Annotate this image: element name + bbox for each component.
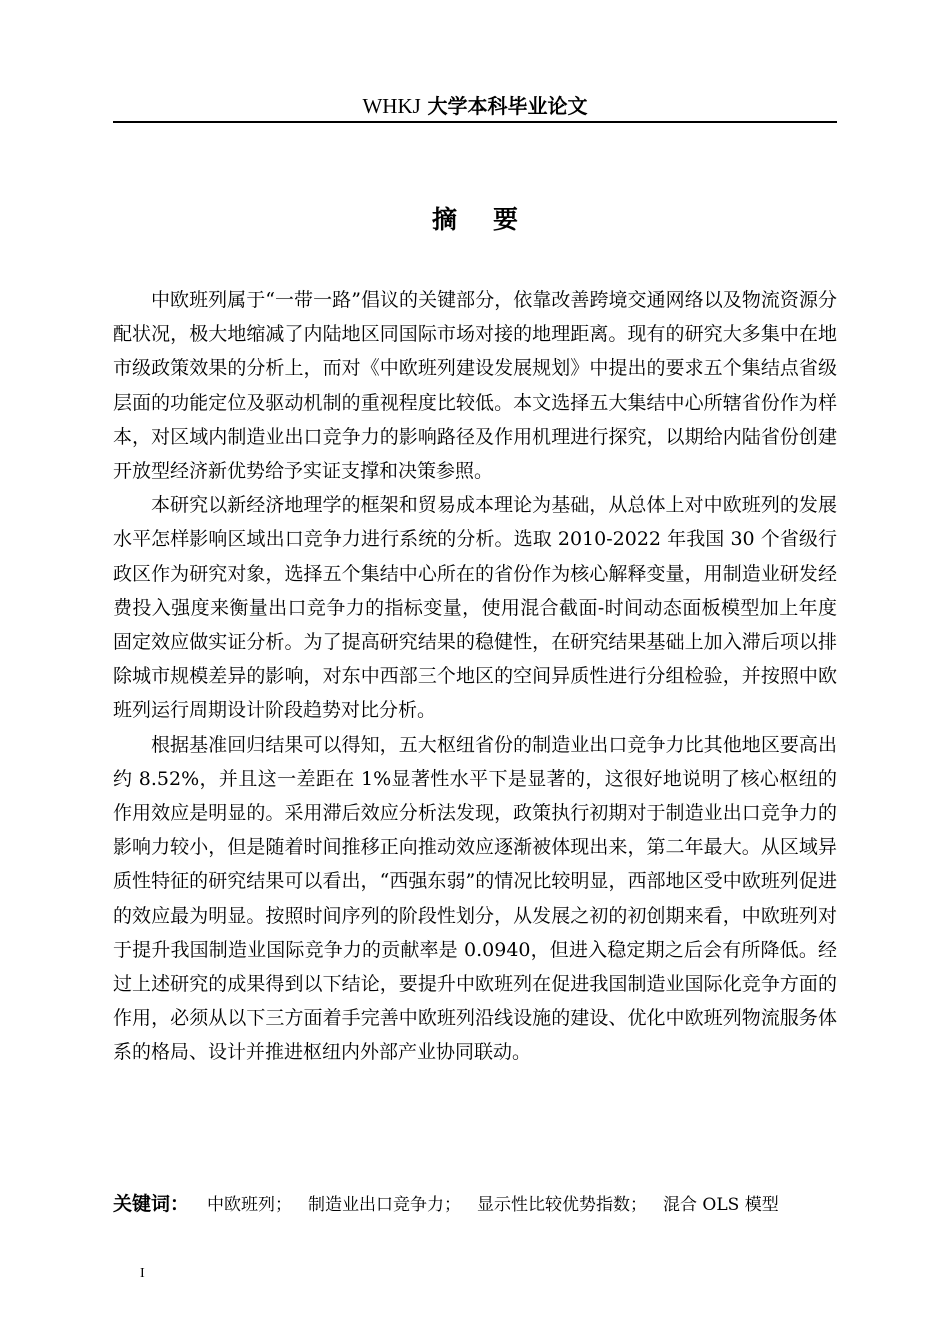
header-school-name: WHKJ — [362, 94, 421, 118]
page-header — [113, 92, 837, 120]
keyword-item: 中欧班列； — [207, 1195, 293, 1215]
abstract-paragraph-3: 根据基准回归结果可以得知，五大枢纽省份的制造业出口竞争力比其他地区要高出约 8.52%，并且这一差距在 1%显著性水平下是显著的，这很好地说明了核心枢纽的作用效应是明显的。采用滞后效应分析法发现，政策执行初期对于制造业出口竞争力的影响力较小，但是随着时间推移正向推动效应逐渐被体现出来，第二年最大。从区域异质性特征的研究结果可以看出，“西强东弱”的情况比较明显，西部地区受中欧班列促进的效应最为明显。按照时间序列的阶段性划分，从发展之初的初创期来看，中欧班列对于提升我国制造业国际竞争力的贡献率是 0.0940，但进入稳定期之后会有所降低。经过上述研究的成果得到以下结论，要提升中欧班列在促进我国制造业国际化竞争方面的作用，必须从以下三方面着手完善中欧班列沿线设施的建设、优化中欧班列物流服务体系的格局、设计并推进枢纽内外部产业协同联动。 — [113, 733, 837, 1064]
abstract-body — [113, 283, 837, 1070]
keyword-item: 显示性比较优势指数； — [477, 1195, 648, 1215]
keywords-line — [113, 1188, 853, 1221]
abstract-heading: 摘要 — [431, 205, 554, 234]
keyword-item: 制造业出口竞争力； — [308, 1195, 462, 1215]
abstract-paragraph-2: 本研究以新经济地理学的框架和贸易成本理论为基础，从总体上对中欧班列的发展水平怎样影响区域出口竞争力进行系统的分析。选取 2010-2022 年我国 30 个省级行政区作为研究对象，选择五个集结中心所在的省份作为核心解释变量，用制造业研发经费投入强度来衡量出口竞争力的指标变量，使用混合截面-时间动态面板模型加上年度固定效应做实证分析。为了提高研究结果的稳健性，在研究结果基础上加入滞后项以排除城市规模差异的影响，对东中西部三个地区的空间异质性进行分组检验，并按照中欧班列运行周期设计阶段趋势对比分析。 — [113, 494, 837, 722]
keywords-label: 关键词： — [113, 1193, 190, 1215]
keyword-item: 混合 OLS 模型 — [663, 1195, 779, 1215]
header-rule — [113, 121, 837, 123]
abstract-paragraph-1: 中欧班列属于“一带一路”倡议的关键部分，依靠改善跨境交通网络以及物流资源分配状况，极大地缩减了内陆地区同国际市场对接的地理距离。现有的研究大多集中在地市级政策效果的分析上，而对《中欧班列建设发展规划》中提出的要求五个集结点省级层面的功能定位及驱动机制的重视程度比较低。本文选择五大集结中心所辖省份作为样本，对区域内制造业出口竞争力的影响路径及作用机理进行探究，以期给内陆省份创建开放型经济新优势给予实证支撑和决策参照。 — [113, 289, 837, 483]
header-thesis-title: 大学本科毕业论文 — [427, 94, 588, 118]
page-number: I — [140, 1266, 145, 1281]
